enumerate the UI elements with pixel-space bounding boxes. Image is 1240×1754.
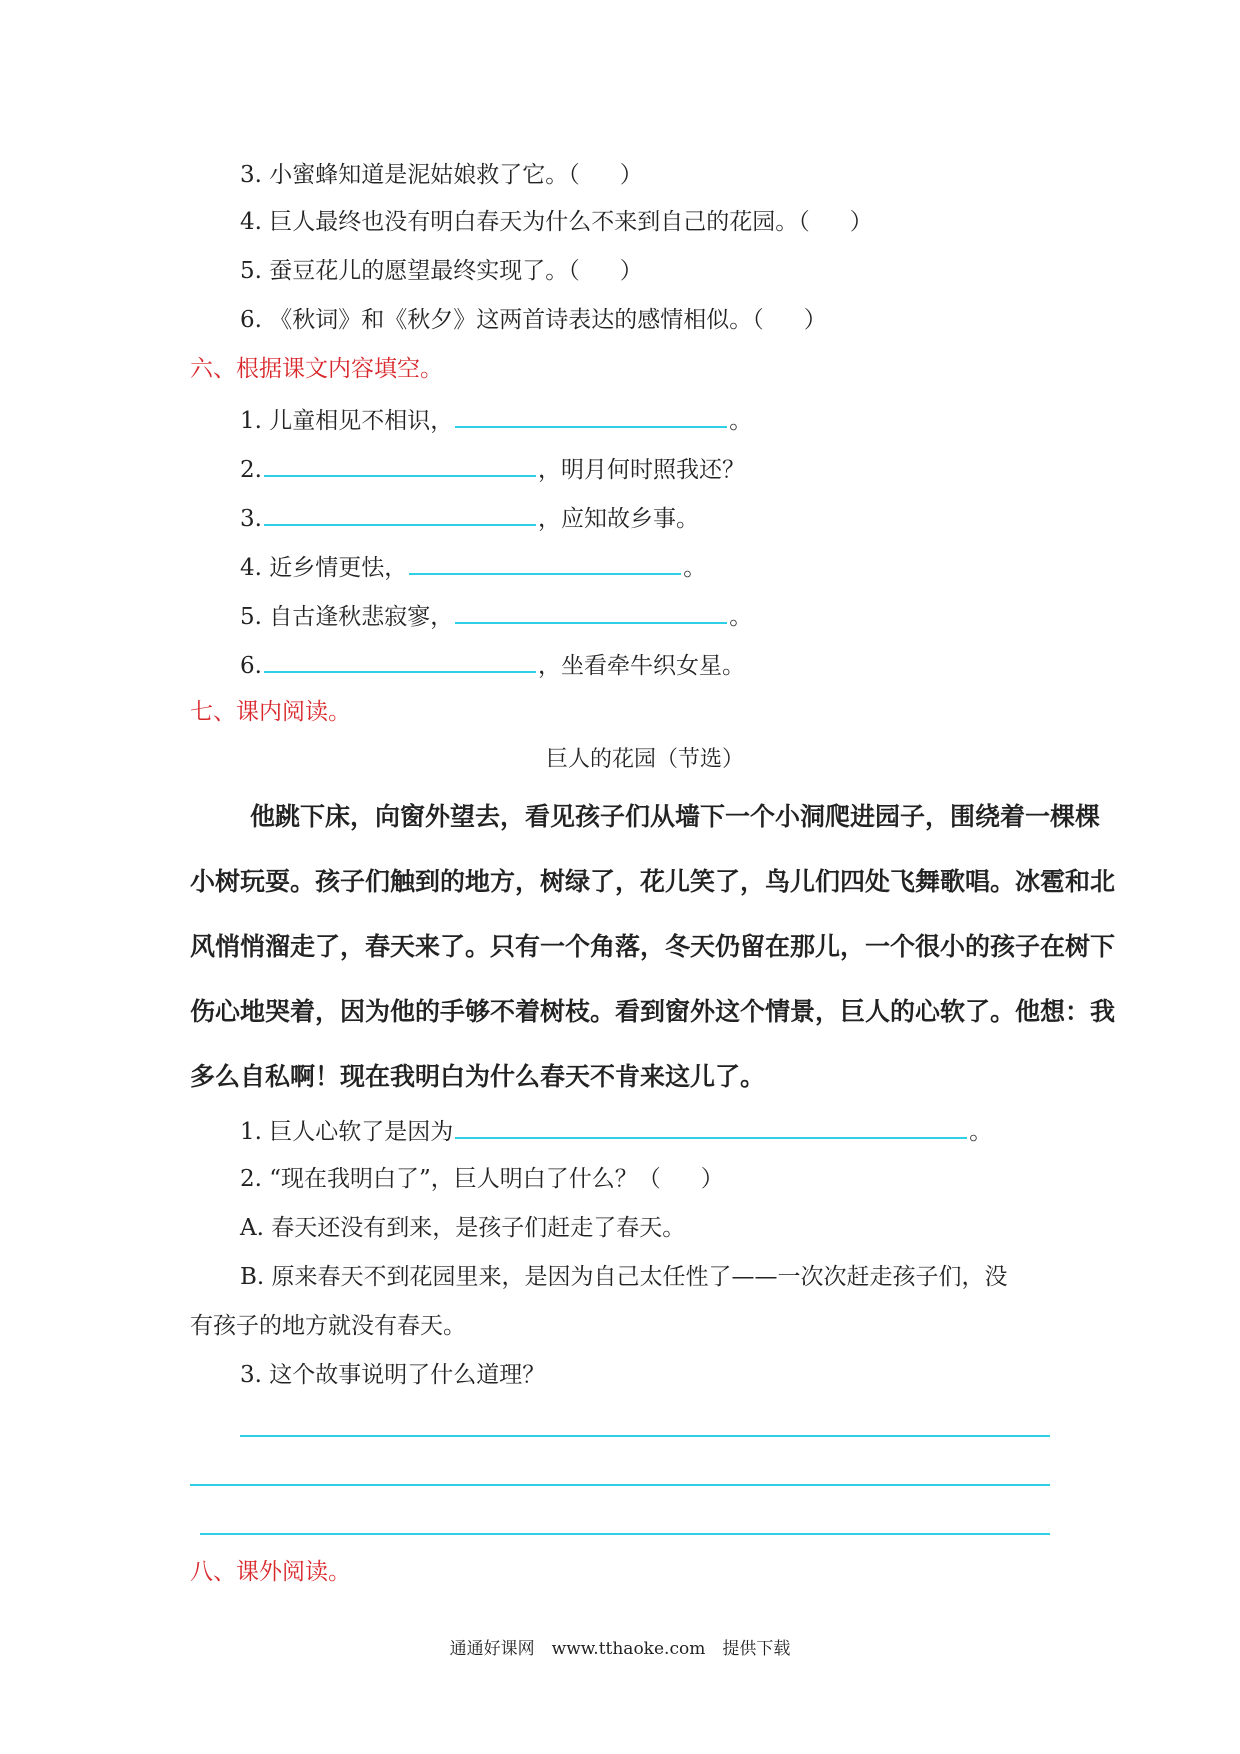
fill-item [240, 502, 699, 534]
passage-line: 伤心地哭着，因为他的手够不着树枝。看到窗外这个情景，巨人的心软了。他想：我 [190, 997, 1116, 1026]
answer-line[interactable] [200, 1533, 1050, 1535]
fill-item-suffix: 。 [729, 604, 753, 630]
option-b-continued: 有孩子的地方就没有春天。 [190, 1313, 466, 1339]
judgement-item-text: 3. 小蜜蜂知道是泥姑娘救了它。（ [240, 162, 580, 188]
section-8-heading: 八、课外阅读。 [190, 1559, 351, 1585]
judgement-item [240, 305, 827, 335]
section-7-heading: 七、课内阅读。 [190, 699, 351, 725]
paren-close: ） [619, 162, 643, 188]
fill-item-prefix: 3. [240, 506, 262, 532]
fill-item-prefix: 2. [240, 457, 262, 483]
fill-item [240, 453, 745, 485]
paren-close: ） [849, 209, 873, 235]
fill-item [240, 649, 745, 681]
passage-line: 他跳下床，向窗外望去，看见孩子们从墙下一个小洞爬进园子，围绕着一棵棵 [250, 802, 1101, 831]
fill-item [240, 600, 752, 632]
question-3: 3. 这个故事说明了什么道理？ [240, 1362, 546, 1388]
fill-item-suffix: ，坐看牵牛织女星。 [537, 653, 745, 679]
fill-item [240, 551, 706, 583]
answer-line[interactable] [190, 1484, 1050, 1486]
fill-item-suffix: 。 [683, 555, 707, 581]
judgement-item-text: 5. 蚕豆花儿的愿望最终实现了。（ [240, 258, 580, 284]
passage-line: 多么自私啊！现在我明白为什么春天不肯来这儿了。 [190, 1062, 766, 1091]
question-1-suffix: 。 [969, 1119, 993, 1145]
fill-blank[interactable] [409, 551, 681, 575]
paren-close: ） [619, 258, 643, 284]
fill-blank[interactable] [264, 502, 536, 526]
fill-item [240, 404, 752, 436]
passage-title: 巨人的花园（节选） [546, 747, 745, 772]
section-6-heading: 六、根据课文内容填空。 [190, 356, 443, 382]
fill-item-prefix: 4. 近乡情更怯， [240, 555, 408, 581]
judgement-item [240, 256, 643, 286]
passage-line: 小树玩耍。孩子们触到的地方，树绿了，花儿笑了，鸟儿们四处飞舞歌唱。冰雹和北 [190, 867, 1116, 896]
question-1-text: 1. 巨人心软了是因为 [240, 1119, 454, 1145]
fill-blank[interactable] [455, 600, 727, 624]
question-2-text: 2. “现在我明白了”，巨人明白了什么？（ [240, 1166, 661, 1192]
fill-blank[interactable] [264, 453, 536, 477]
option-a: A. 春天还没有到来，是孩子们赶走了春天。 [240, 1215, 686, 1241]
question-1 [240, 1115, 992, 1147]
fill-blank[interactable] [264, 649, 536, 673]
fill-item-suffix: ，应知故乡事。 [537, 506, 699, 532]
page-footer: 通通好课网 www.tthaoke.com 提供下载 [449, 1639, 791, 1659]
fill-item-prefix: 6. [240, 653, 262, 679]
paren-close: ） [700, 1166, 724, 1192]
fill-item-suffix: 。 [729, 408, 753, 434]
fill-blank[interactable] [455, 404, 727, 428]
question-2 [240, 1164, 724, 1194]
paren-close: ） [803, 307, 827, 333]
fill-blank[interactable] [455, 1115, 967, 1139]
fill-item-suffix: ，明月何时照我还？ [537, 457, 745, 483]
passage-line: 风悄悄溜走了，春天来了。只有一个角落，冬天仍留在那儿，一个很小的孩子在树下 [190, 932, 1116, 961]
judgement-item [240, 160, 643, 190]
option-b: B. 原来春天不到花园里来，是因为自己太任性了——一次次赶走孩子们，没 [240, 1264, 1008, 1290]
fill-item-prefix: 1. 儿童相见不相识， [240, 408, 454, 434]
answer-line[interactable] [240, 1435, 1050, 1437]
judgement-item-text: 6. 《秋词》和《秋夕》这两首诗表达的感情相似。（ [240, 307, 764, 333]
fill-item-prefix: 5. 自古逢秋悲寂寥， [240, 604, 454, 630]
judgement-item [240, 207, 873, 237]
judgement-item-text: 4. 巨人最终也没有明白春天为什么不来到自己的花园。（ [240, 209, 810, 235]
